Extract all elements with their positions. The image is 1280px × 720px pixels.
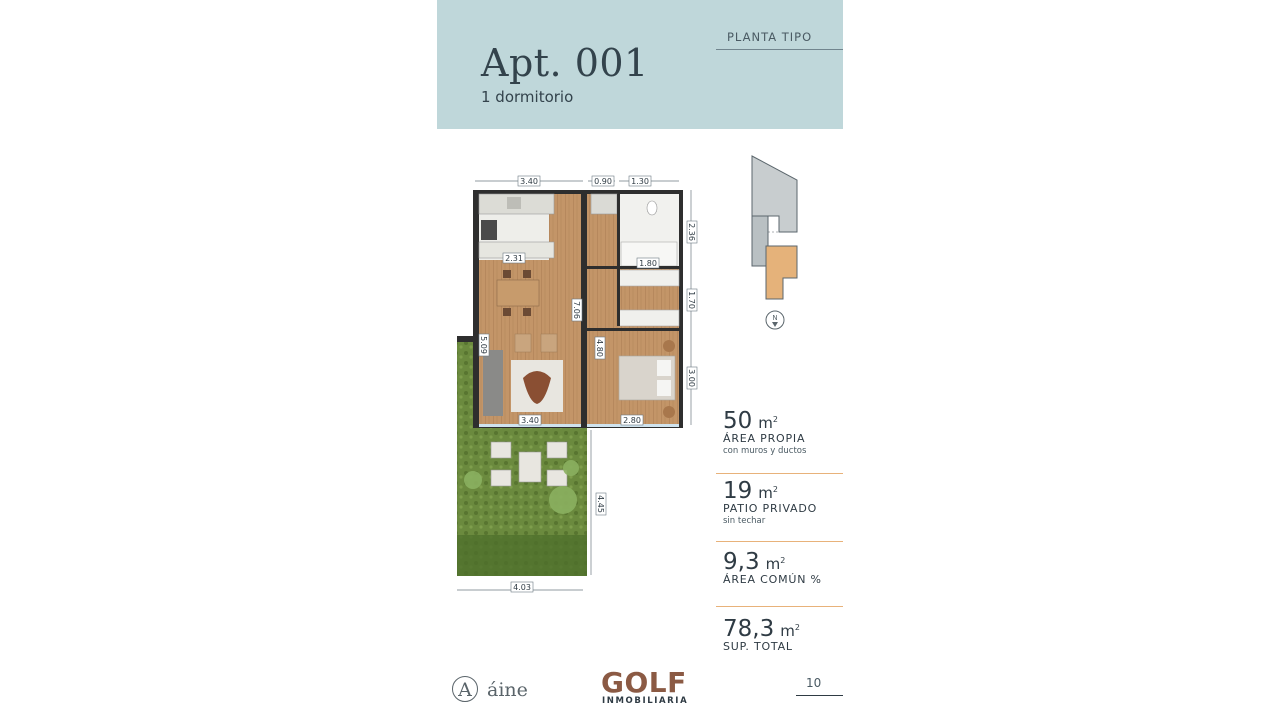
- stat-unit: $m^2$: [765, 555, 786, 573]
- golf-logo-subtitle: INMOBILIARIA: [602, 696, 689, 706]
- dim-right-mid: 1.70: [687, 291, 696, 309]
- stat-label: ÁREA COMÚN %: [723, 573, 822, 586]
- stat-unit: $m^2$: [758, 484, 778, 502]
- dim-top-mid: 0.90: [594, 177, 612, 186]
- aine-brand-text: áine: [487, 679, 528, 701]
- stat-value: 9,3: [723, 549, 760, 575]
- dim-left-height: 5.09: [479, 336, 488, 354]
- stat-unit: $m^2$: [780, 622, 800, 640]
- stat-label: ÁREA PROPIA: [723, 432, 806, 445]
- apartment-title: Apt. 001: [481, 41, 649, 85]
- section-label: PLANTA TIPO: [716, 30, 843, 50]
- golf-logo: GOLF: [601, 666, 687, 699]
- header-banner: [437, 0, 843, 129]
- dim-bedroom-depth: 4.80: [595, 339, 604, 357]
- stat-value: 19: [723, 478, 753, 504]
- stat-value: 78,3: [723, 616, 775, 642]
- floor-plan-sheet: [437, 0, 843, 720]
- stat-area-propia: [716, 408, 843, 474]
- stat-unit: $m^2$: [758, 414, 778, 432]
- floor-plan-drawing: [453, 150, 713, 600]
- location-key-plan: [749, 154, 801, 334]
- dining-table: [497, 280, 539, 306]
- dim-patio-height: 4.45: [596, 495, 605, 513]
- stat-value: 50: [723, 408, 753, 434]
- stat-label: SUP. TOTAL: [723, 640, 793, 653]
- dim-top-left: 3.40: [520, 177, 538, 186]
- dim-top-right: 1.30: [631, 177, 649, 186]
- dim-bedroom-width: 2.80: [623, 416, 641, 425]
- aine-logo-mark: A: [458, 679, 472, 701]
- stat-label: PATIO PRIVADO: [723, 502, 818, 515]
- dim-bath: 1.80: [639, 259, 657, 268]
- dim-patio-width: 4.03: [513, 583, 531, 592]
- apartment-subtitle: 1 dormitorio: [481, 88, 574, 106]
- unit-highlight: [766, 246, 797, 299]
- dim-right-top: 2.36: [687, 223, 696, 241]
- page-number: 10: [796, 676, 843, 696]
- stat-patio-privado: [716, 478, 843, 542]
- stat-area-comun: [716, 549, 843, 607]
- stat-note: sin techar: [723, 516, 766, 526]
- dim-living-depth: 7.06: [572, 301, 581, 319]
- stat-note: con muros y ductos: [723, 446, 807, 456]
- sofa: [483, 350, 503, 416]
- dim-kitchen: 2.31: [505, 254, 523, 263]
- compass-label: N: [772, 314, 778, 322]
- dim-living-width: 3.40: [521, 416, 539, 425]
- stat-sup-total: [716, 616, 843, 676]
- dim-right-low: 3.00: [687, 369, 696, 387]
